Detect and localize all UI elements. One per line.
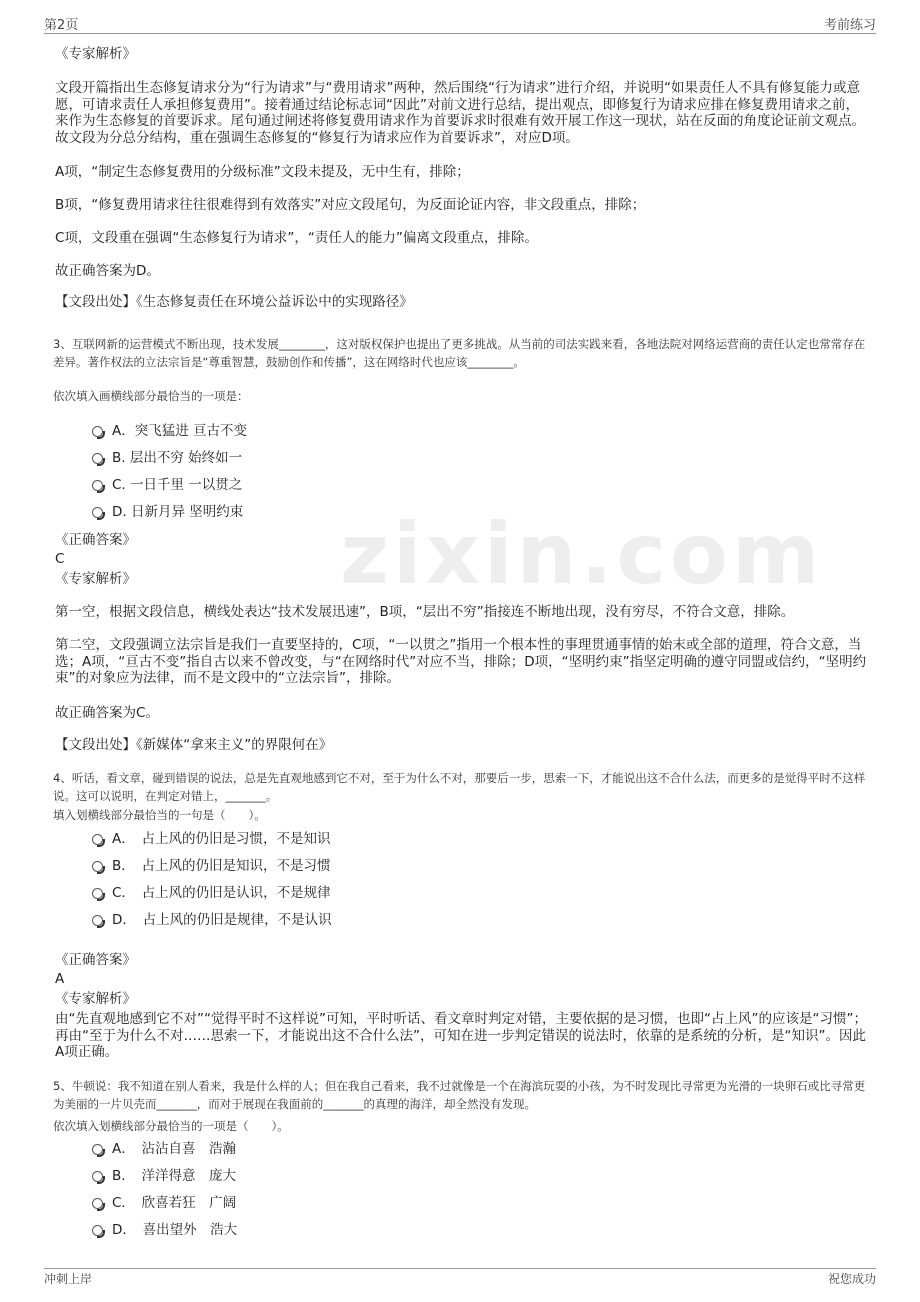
q4-answer-title: 《正确答案》 <box>55 952 136 968</box>
radio-icon <box>92 888 103 899</box>
q4-answer: A <box>55 971 65 987</box>
site-name: 考前练习 <box>823 18 876 33</box>
q2-analysis-para3: B项，“修复费用请求往往很难得到有效落实”对应文段尾句，为反面论证内容，非文段重点，排除； <box>55 197 646 213</box>
q3-answer: C <box>55 551 65 567</box>
q2-conclusion: 故正确答案为D。 <box>55 263 160 279</box>
q3-analysis-para2: 第二空，文段强调立法宗旨是我们一直要坚持的，C项，“一以贯之”指用一个根本性的事理贯通事情的始末或全部的道理，符合文意，当选；A项，“亘古不变”指自古以来不曾改变，与“在网络时代”对应不当，排除；D项，“坚明约束”指坚定明确的遵守同盟或信约，“坚明约束”的对象应为法律，而不是文段中的“立法宗旨”，排除。 <box>55 637 867 686</box>
radio-icon <box>92 1225 103 1236</box>
radio-icon <box>92 834 103 845</box>
radio-icon <box>92 426 103 437</box>
page-header <box>44 14 876 34</box>
q2-source: 【文段出处】《生态修复责任在环境公益诉讼中的实现路径》 <box>55 294 413 310</box>
q3-analysis-para1: 第一空，根据文段信息，横线处表达“技术发展迅速”，B项，“层出不穷”指接连不断地出现，没有穷尽，不符合文意，排除。 <box>55 604 795 620</box>
q5-stem: 5、牛顿说：我不知道在别人看来，我是什么样的人；但在我自己看来，我不过就像是一个在海滨玩耍的小孩，为不时发现比寻常更为光滑的一块卵石或比寻常更为美丽的一片贝壳而_______，而对于展现在我面前的_______的真理的海洋，却全然没有发现。 <box>53 1079 866 1111</box>
radio-icon <box>92 861 103 872</box>
q4-stem: 4、听话，看文章，碰到错误的说法，总是先直观地感到它不对，至于为什么不对，那要后一步，思索一下，才能说出这不合什么法，而更多的是觉得平时不这样说。这可以说明，在判定对错上，_______。 <box>53 771 866 803</box>
q4-option-c[interactable]: C． 占上风的仍旧是认识，不是规律 <box>92 884 331 902</box>
q3-answer-title: 《正确答案》 <box>55 532 136 548</box>
footer-left: 冲刺上岸 <box>44 1272 93 1286</box>
q4-analysis-para1: 由“先直观地感到它不对”“觉得平时不这样说”可知，平时听话、看文章时判定对错，主要依据的是习惯，也即“占上风”的应该是“习惯”；再由“至于为什么不对……思索一下，才能说出这不合什么法”，可知在进一步判定错误的说法时，依靠的是系统的分析，是“知识”。因此A项正确。 <box>55 1011 867 1060</box>
q5-prompt: 依次填入划横线部分最恰当的一项是（ ）。 <box>53 1119 289 1133</box>
q4-option-b[interactable]: B． 占上风的仍旧是知识，不是习惯 <box>92 857 331 875</box>
q5-option-a[interactable]: A． 沾沾自喜 浩瀚 <box>92 1140 236 1158</box>
q2-analysis-title: 《专家解析》 <box>55 46 136 62</box>
q2-analysis-para2: A项，“制定生态修复费用的分级标准”文段未提及，无中生有，排除； <box>55 164 470 180</box>
footer-right: 祝您成功 <box>827 1272 876 1286</box>
header-rule <box>44 33 876 34</box>
q3-analysis-title: 《专家解析》 <box>55 571 136 587</box>
radio-icon <box>92 1198 103 1209</box>
radio-icon <box>92 453 103 464</box>
q4-prompt: 填入划横线部分最恰当的一句是（ ）。 <box>53 808 266 822</box>
q5-option-b[interactable]: B． 洋洋得意 庞大 <box>92 1167 236 1185</box>
watermark: zixin.com <box>340 505 824 603</box>
q3-option-d[interactable]: D. 日新月异 坚明约束 <box>92 503 243 521</box>
radio-icon <box>92 1171 103 1182</box>
q3-source: 【文段出处】《新媒体“拿来主义”的界限何在》 <box>55 737 333 753</box>
q3-conclusion: 故正确答案为C。 <box>55 705 159 721</box>
radio-icon <box>92 480 103 491</box>
q3-stem: 3、互联网新的运营模式不断出现，技术发展________，这对版权保护也提出了更多挑战。从当前的司法实践来看，各地法院对网络运营商的责任认定也常常存在差异。著作权法的立法宗旨是“尊重智慧，鼓励创作和传播”，这在网络时代也应该________。 <box>53 337 866 369</box>
q2-analysis-para4: C项，文段重在强调“生态修复行为请求”，“责任人的能力”偏离文段重点，排除。 <box>55 230 538 246</box>
footer-rule <box>44 1268 876 1269</box>
q3-prompt: 依次填入画横线部分最恰当的一项是： <box>53 389 249 403</box>
q4-option-d[interactable]: D． 占上风的仍旧是规律，不是认识 <box>92 911 332 929</box>
radio-icon <box>92 507 103 518</box>
q3-option-b[interactable]: B. 层出不穷 始终如一 <box>92 449 242 467</box>
radio-icon <box>92 915 103 926</box>
q3-option-a[interactable]: A．突飞猛进 亘古不变 <box>92 422 247 440</box>
q5-option-d[interactable]: D． 喜出望外 浩大 <box>92 1221 237 1239</box>
q3-option-c[interactable]: C. 一日千里 一以贯之 <box>92 476 242 494</box>
q2-analysis-para1: 文段开篇指出生态修复请求分为“行为请求”与“费用请求”两种，然后围绕“行为请求”进行介绍，并说明“如果责任人不具有修复能力或意愿，可请求责任人承担修复费用”。接着通过结论标志词“因此”对前文进行总结，提出观点，即修复行为请求应排在修复费用请求之前，来作为生态修复的首要诉求。尾句通过闸述将修复费用请求作为首要诉求时很难有效开展工作这一现状，站在反面的角度论证前文观点。故文段为分总分结构，重在强调生态修复的“修复行为请求应作为首要诉求”，对应D项。 <box>55 80 865 146</box>
radio-icon <box>92 1144 103 1155</box>
page-number: 第2页 <box>44 18 79 33</box>
q5-option-c[interactable]: C． 欣喜若狂 广阔 <box>92 1194 236 1212</box>
q4-option-a[interactable]: A． 占上风的仍旧是习惯，不是知识 <box>92 830 331 848</box>
q4-analysis-title: 《专家解析》 <box>55 991 136 1007</box>
page-footer <box>44 1270 876 1288</box>
